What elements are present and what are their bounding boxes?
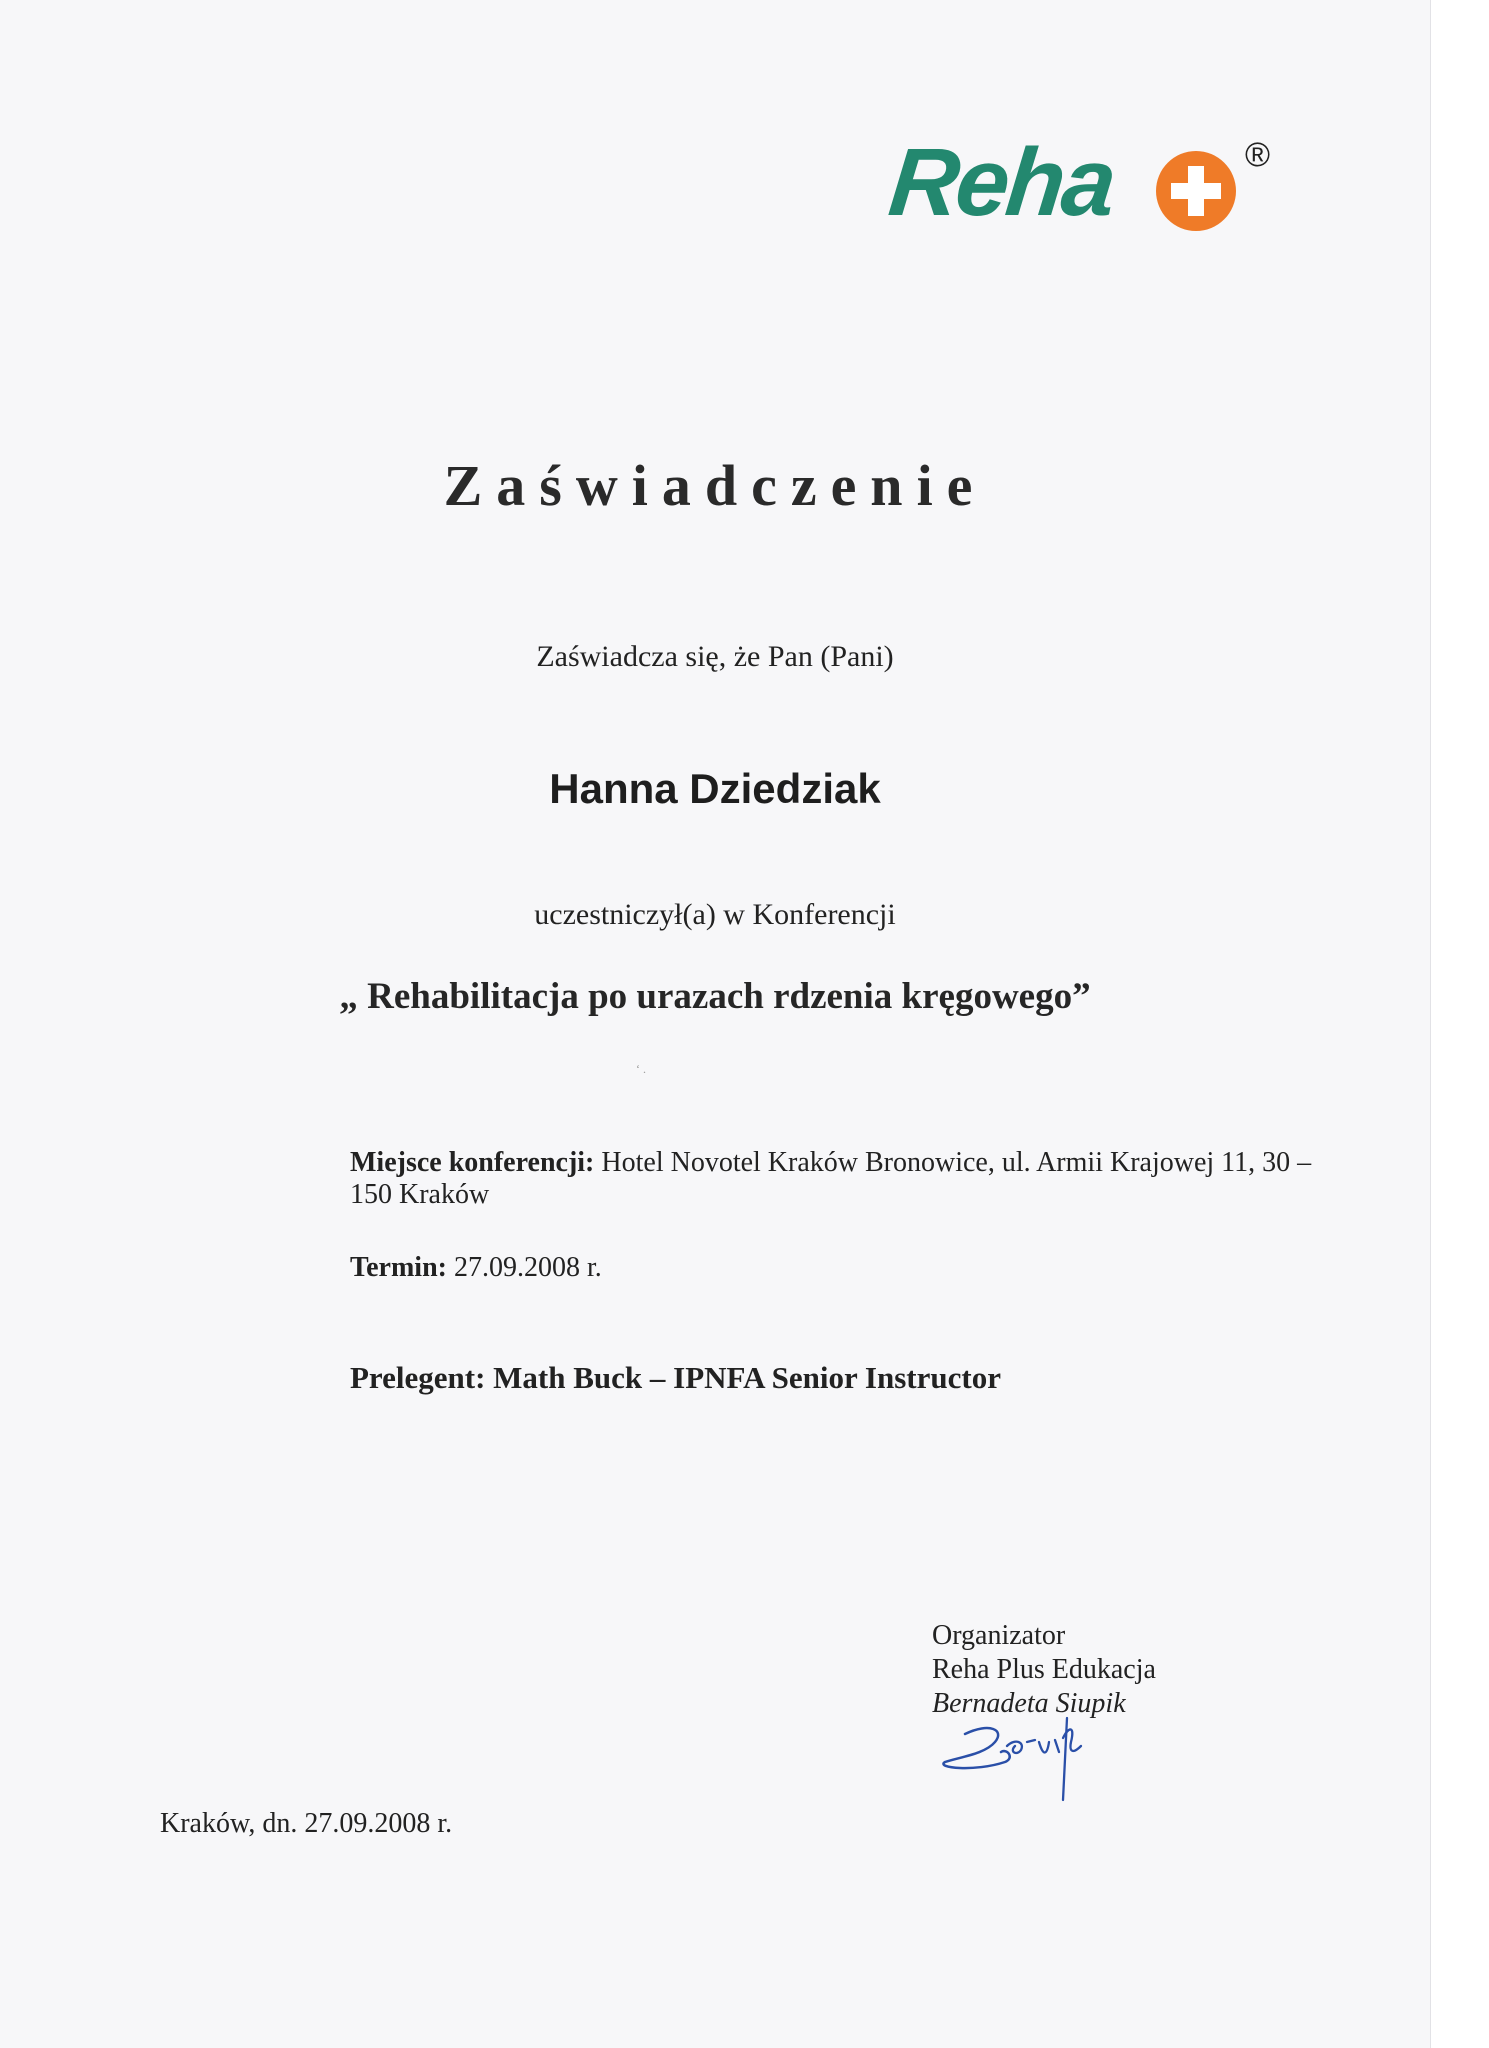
- city-date: Kraków, dn. 27.09.2008 r.: [160, 1808, 453, 1839]
- certificate-title: Zaświadczenie: [443, 453, 987, 518]
- plus-icon: [1155, 150, 1237, 232]
- venue-value: Hotel Novotel Kraków Bronowice, ul. Armii Krajowej 11, 30 – 150 Kraków: [350, 1147, 1312, 1210]
- conference-title: „ Rehabilitacja po urazach rdzenia kręgowego”: [339, 976, 1091, 1017]
- speaker-label: Prelegent:: [350, 1360, 486, 1395]
- speaker-line: [350, 1362, 1350, 1394]
- speaker-value: Math Buck – IPNFA Senior Instructor: [493, 1360, 1001, 1395]
- logo-wordmark: Reha: [884, 129, 1119, 236]
- term-label: Termin:: [350, 1252, 447, 1283]
- term-value: 27.09.2008 r.: [453, 1252, 602, 1283]
- organizer-block: [932, 1619, 1156, 1721]
- certificate-intro: Zaświadcza się, że Pan (Pani): [536, 640, 894, 673]
- participant-name: Hanna Dziedziak: [549, 765, 881, 812]
- registered-trademark-icon: ®: [1245, 136, 1271, 174]
- organizer-role: Organizator: [932, 1620, 1066, 1651]
- organizer-organization: Reha Plus Edukacja: [932, 1654, 1156, 1685]
- venue-label: Miejsce konferencji:: [350, 1147, 595, 1178]
- organizer-person: Bernadeta Siupik: [932, 1688, 1126, 1719]
- term-line: [350, 1252, 1350, 1284]
- venue-line: [350, 1147, 1350, 1211]
- paper-speck: ‘ .: [636, 1062, 646, 1076]
- reha-plus-logo: [884, 128, 1300, 253]
- participation-statement: uczestniczył(a) w Konferencji: [534, 898, 896, 931]
- handwritten-signature: [935, 1712, 1105, 1807]
